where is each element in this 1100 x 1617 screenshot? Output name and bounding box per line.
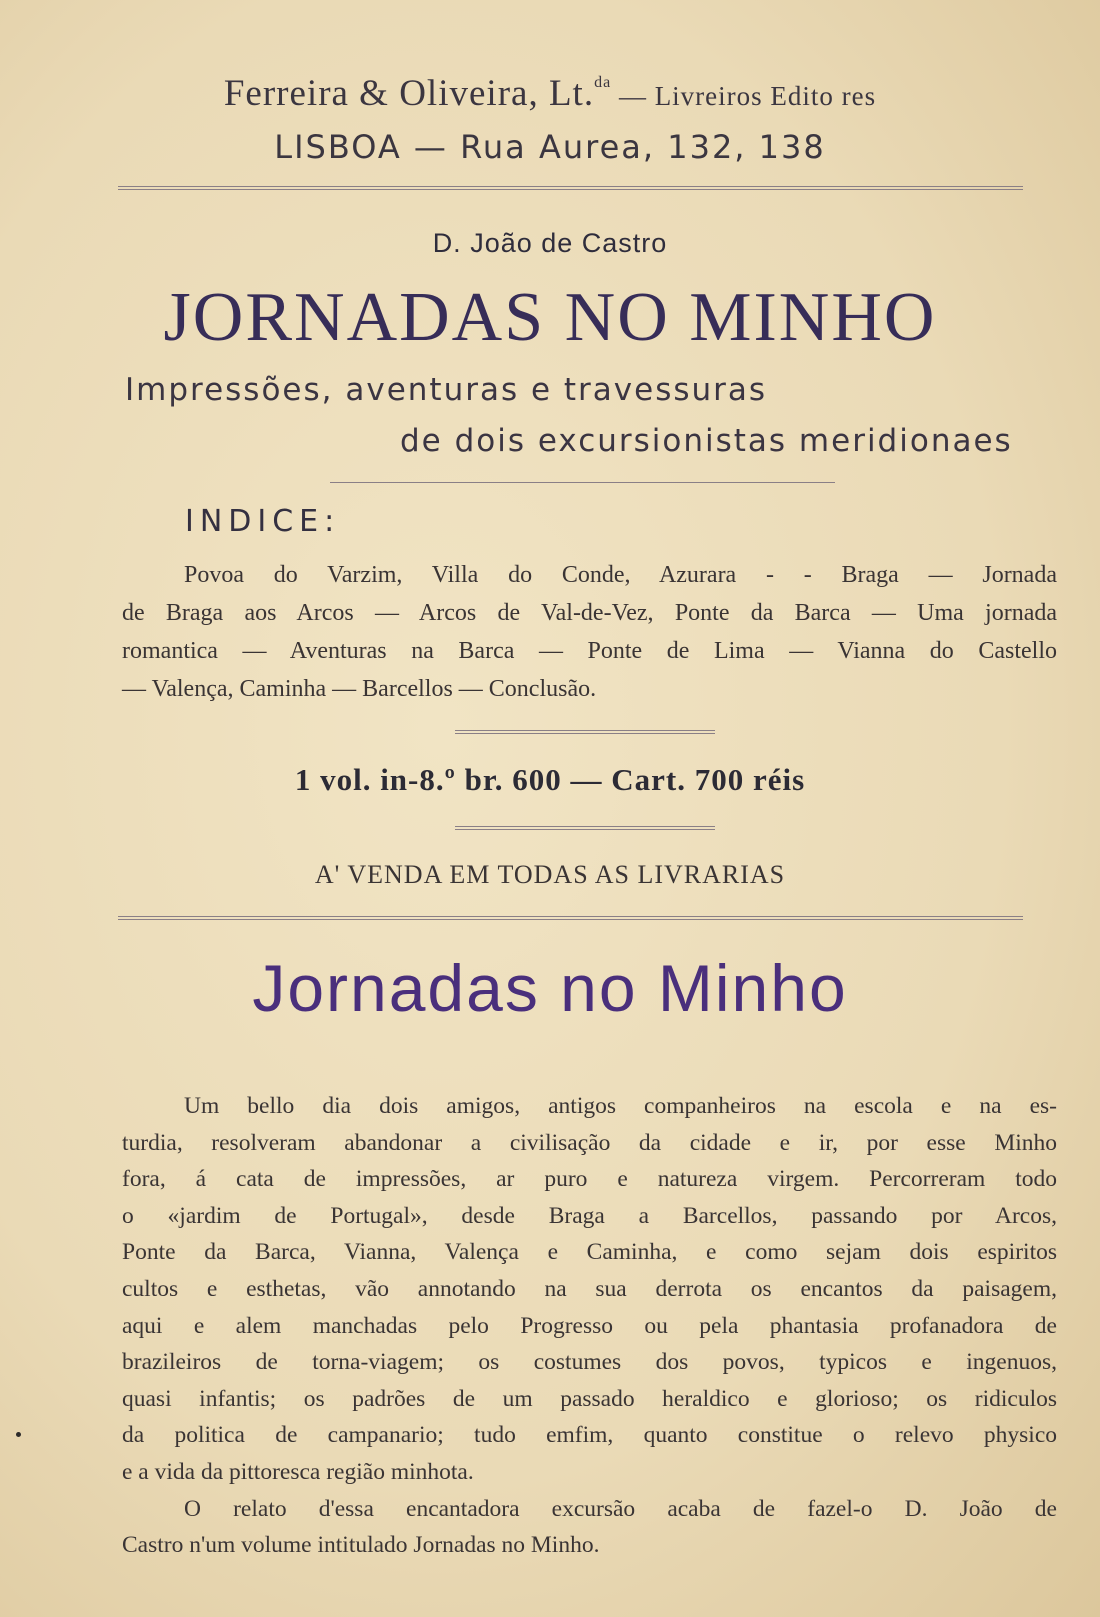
publisher-address: LISBOA — Rua Aurea, 132, 138 — [274, 128, 826, 166]
review-line: brazileiros de torna-viagem; os costumes dos povos, typicos e ingenuos, — [122, 1349, 1057, 1376]
price: 1 vol. in-8.º br. 600 — Cart. 700 réis — [294, 762, 806, 797]
index-list — [122, 556, 1057, 708]
divider — [118, 186, 1023, 190]
index-line: romantica — Aventuras na Barca — Ponte de Lima — Vianna do Castello — [122, 638, 1057, 664]
divider — [455, 826, 715, 830]
review-line: da politica de campanario; tudo emfim, quanto constitue o relevo physico — [122, 1422, 1057, 1449]
book-author: D. João de Castro — [432, 228, 668, 258]
index-line: de Braga aos Arcos — Arcos de Val-de-Vez, Ponte da Barca — Uma jornada — [122, 600, 1057, 626]
review-line: Ponte da Barca, Vianna, Valença e Caminha, e como sejam dois espiritos — [122, 1239, 1057, 1266]
review-line: turdia, resolveram abandonar a civilisação da cidade e ir, por esse Minho — [122, 1129, 1057, 1156]
review-line: fora, á cata de impressões, ar puro e natureza virgem. Percorreram todo — [122, 1166, 1057, 1193]
divider — [118, 916, 1023, 920]
review-line: Castro n'um volume intitulado Jornadas no Minho. — [122, 1532, 600, 1559]
review-line: Um bello dia dois amigos, antigos companheiros na escola e na es- — [184, 1093, 1057, 1119]
publisher-name-superscript: da — [594, 74, 612, 91]
review-line: O relato d'essa encantadora excursão acaba de fazel-o D. João de — [184, 1495, 1057, 1522]
review-line: aqui e alem manchadas pelo Progresso ou pela phantasia profanadora de — [122, 1312, 1057, 1339]
index-heading: INDICE: — [185, 504, 341, 539]
availability-note: A' VENDA EM TODAS AS LIVRARIAS — [314, 860, 786, 889]
review-line: quasi infantis; os padrões de um passado heraldico e glorioso; os ridiculos — [122, 1385, 1057, 1412]
index-line: — Valença, Caminha — Barcellos — Conclusão. — [122, 676, 597, 702]
paper-spot — [16, 1432, 21, 1437]
review-text — [122, 1088, 1057, 1564]
book-title: JORNADAS NO MINHO — [163, 279, 937, 356]
book-subtitle-line2: de dois excursionistas meridionaes — [400, 423, 1013, 459]
publisher-name: Ferreira & Oliveira, Lt. — [223, 73, 595, 114]
review-line: cultos e esthetas, vão annotando na sua derrota os encantos da paisagem, — [122, 1275, 1057, 1302]
divider — [455, 730, 715, 734]
index-line: Povoa do Varzim, Villa do Conde, Azurara - - Braga — Jornada — [184, 562, 1057, 588]
review-line: o «jardim de Portugal», desde Braga a Barcellos, passando por Arcos, — [122, 1202, 1057, 1229]
review-line: e a vida da pittoresca região minhota. — [122, 1458, 474, 1485]
book-subtitle-line1: Impressões, aventuras e travessuras — [125, 372, 768, 408]
publisher-role: — Livreiros Edito res — [611, 81, 877, 111]
publisher-line — [0, 72, 1100, 115]
review-title: Jornadas no Minho — [252, 951, 848, 1025]
divider — [330, 482, 835, 483]
